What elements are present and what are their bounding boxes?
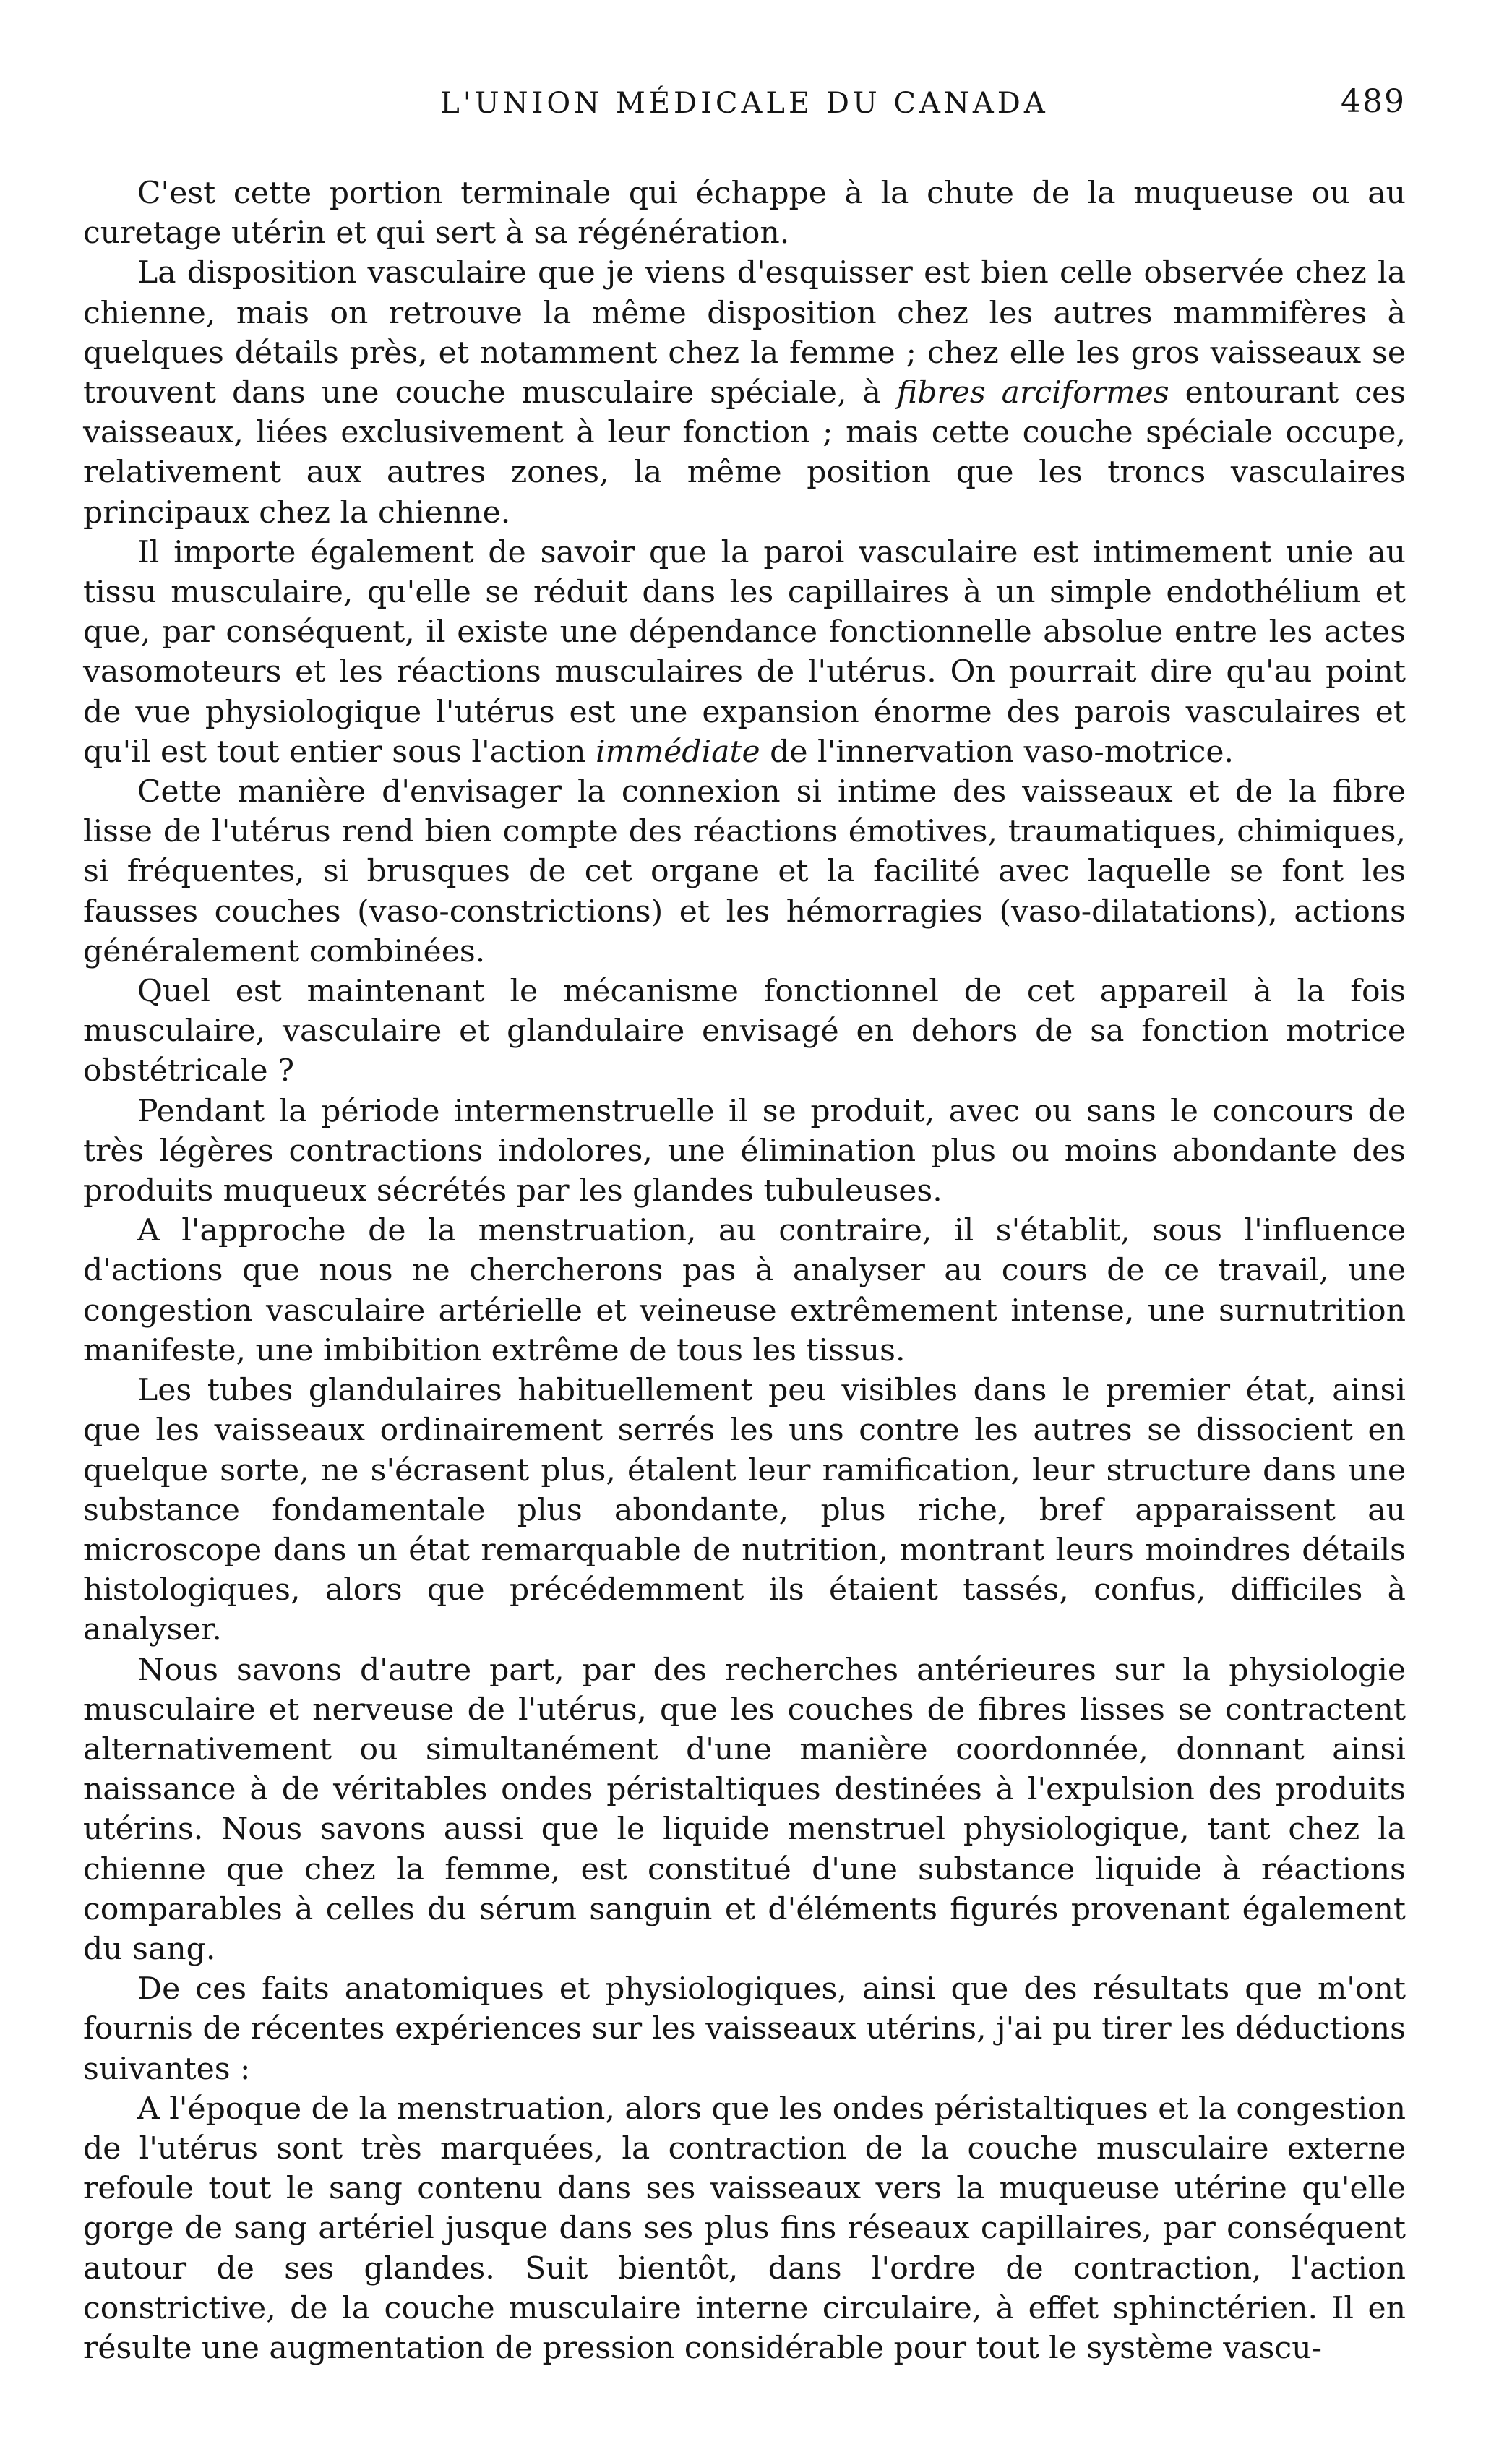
running-header <box>83 69 1406 134</box>
paragraph-3-text-b: de l'innervation vaso-motrice. <box>760 734 1234 770</box>
paragraph-2-text-b: entourant ces vaisseaux, liées exclusivement à leur fonction ; mais cette couche spéciale occupe, relativement aux autres zones, la même position que les troncs vasculaires principaux chez la chienne. <box>83 375 1406 531</box>
paragraph-3-text-a: Il importe également de savoir que la paroi vasculaire est intimement unie au tissu musculaire, qu'elle se réduit dans les capillaires à un simple endothélium et que, par conséquent, il existe une dépendance fonctionnelle absolue entre les actes vasomoteurs et les réactions musculaires de l'utérus. On pourrait dire qu'au point de vue physiologique l'utérus est une expansion énorme des parois vasculaires et qu'il est tout entier sous l'action <box>83 534 1406 770</box>
paragraph-6: Pendant la période intermenstruelle il se produit, avec ou sans le concours de très légères contractions indolores, une élimination plus ou moins abondante des produits muqueux sécrétés par les glandes tubuleuses. <box>83 1093 1406 1209</box>
paragraph-3-emphasis: immédiate <box>595 734 760 770</box>
paragraph-7: A l'approche de la menstruation, au contraire, il s'établit, sous l'influence d'actions que nous ne chercherons pas à analyser au cours de ce travail, une congestion vasculaire artérielle et veineuse extrêmement intense, une surnutrition manifeste, une imbibition extrême de tous les tissus. <box>83 1213 1406 1368</box>
paragraph-8: Les tubes glandulaires habituellement peu visibles dans le premier état, ainsi que les vaisseaux ordinairement serrés les uns contre les autres se dissocient en quelque sorte, ne s'écrasent plus, étalent leur ramification, leur structure dans une substance fondamentale plus abondante, plus riche, bref apparaissent au microscope dans un état remarquable de nutrition, montrant leurs moindres détails histologiques, alors que précédemment ils étaient tassés, confus, difficiles à analyser. <box>83 1373 1406 1648</box>
paragraph-2-text-a: La disposition vasculaire que je viens d'esquisser est bien celle observée chez la chienne, mais on retrouve la même disposition chez les autres mammifères à quelques détails près, et notamment chez la femme ; chez elle les gros vaisseaux se trouvent dans une couche musculaire spéciale, à <box>83 255 1406 411</box>
paragraph-2-emphasis: fibres arciformes <box>896 375 1169 411</box>
paragraph-3 <box>83 533 1406 772</box>
article-body <box>83 173 1406 2368</box>
paragraph-1: C'est cette portion terminale qui échappe à la chute de la muqueuse ou au curetage utérin et qui sert à sa régénération. <box>83 176 1406 252</box>
journal-page <box>83 69 1406 2411</box>
page-number: 489 <box>1341 83 1406 120</box>
paragraph-2 <box>83 253 1406 532</box>
journal-title: L'UNION MÉDICALE DU CANADA <box>440 87 1049 120</box>
paragraph-10: De ces faits anatomiques et physiologiques, ainsi que des résultats que m'ont fournis de récentes expériences sur les vaisseaux utérins, j'ai pu tirer les déductions suivantes : <box>83 1971 1406 2087</box>
paragraph-9: Nous savons d'autre part, par des recherches antérieures sur la physiologie musculaire et nerveuse de l'utérus, que les couches de fibres lisses se contractent alternativement ou simultanément d'une manière coordonnée, donnant ainsi naissance à de véritables ondes péristaltiques destinées à l'expulsion des produits utérins. Nous savons aussi que le liquide menstruel physiologique, tant chez la chienne que chez la femme, est constitué d'une substance liquide à réactions comparables à celles du sérum sanguin et d'éléments figurés provenant également du sang. <box>83 1652 1406 1967</box>
paragraph-5: Quel est maintenant le mécanisme fonctionnel de cet appareil à la fois musculaire, vasculaire et glandulaire envisagé en dehors de sa fonction motrice obstétricale ? <box>83 974 1406 1089</box>
paragraph-4: Cette manière d'envisager la connexion si intime des vaisseaux et de la fibre lisse de l'utérus rend bien compte des réactions émotives, traumatiques, chimiques, si fréquentes, si brusques de cet organe et la facilité avec laquelle se font les fausses couches (vaso-constrictions) et les hémorragies (vaso-dilatations), actions généralement combinées. <box>83 774 1406 969</box>
paragraph-11: A l'époque de la menstruation, alors que les ondes péristaltiques et la congestion de l'utérus sont très marquées, la contraction de la couche musculaire externe refoule tout le sang contenu dans ses vaisseaux vers la muqueuse utérine qu'elle gorge de sang artériel jusque dans ses plus fins réseaux capillaires, par conséquent autour de ses glandes. Suit bientôt, dans l'ordre de contraction, l'action constrictive, de la couche musculaire interne circulaire, à effet sphinctérien. Il en résulte une augmentation de pression considérable pour tout le système vascu- <box>83 2091 1406 2366</box>
